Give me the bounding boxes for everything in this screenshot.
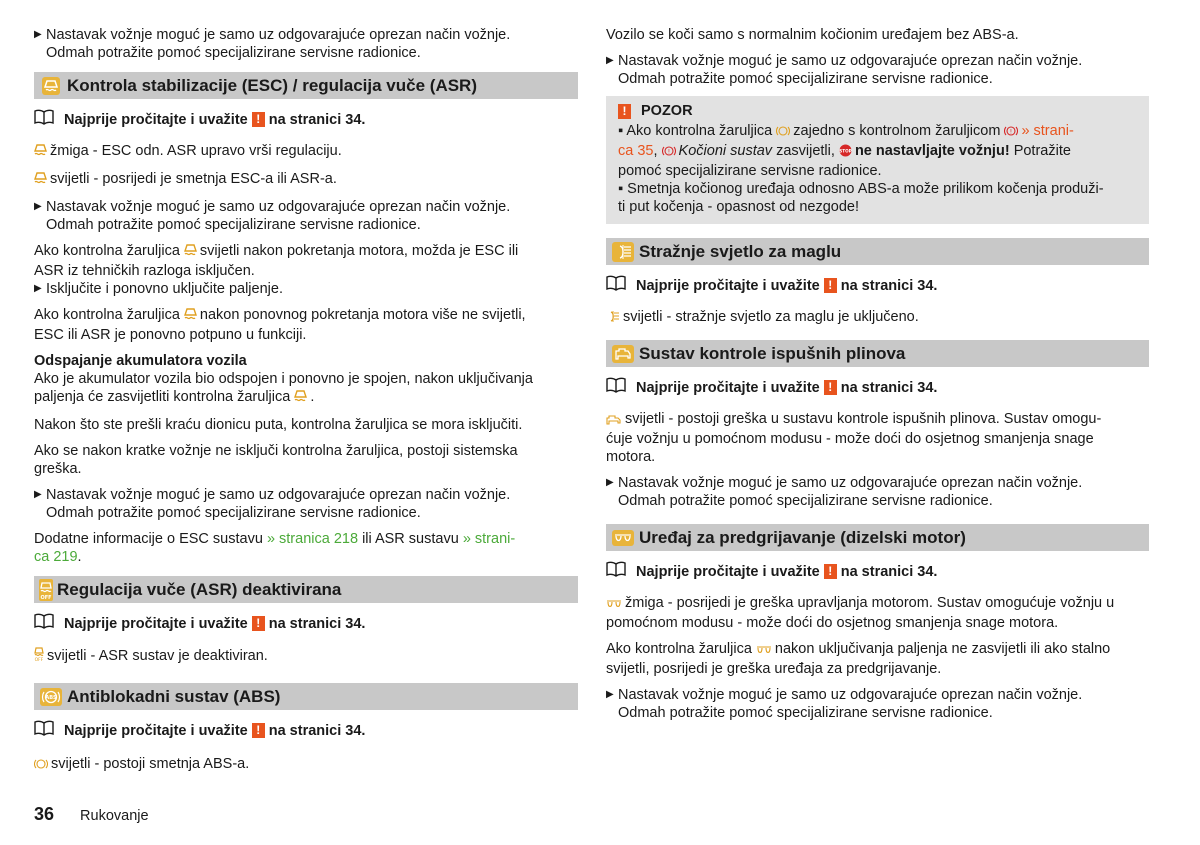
battery-subheading: Odspajanje akumulatora vozila — [34, 353, 247, 369]
bullet-triangle-icon: ▶ — [34, 201, 42, 212]
section-title: Stražnje svjetlo za maglu — [639, 241, 842, 261]
rear-fog-light-icon — [606, 310, 620, 328]
warning-exclamation-icon: ! — [824, 380, 837, 395]
page-link-219[interactable]: » strani- — [462, 531, 516, 547]
left-column — [34, 26, 578, 783]
svg-text:!: ! — [667, 148, 670, 156]
bullet-continue-driving: ▶ Nastavak vožnje moguć je samo uz odgovarajuće oprezan način vožnje. Odmah potražite pomoć specijalizirane servisne radionice. — [606, 53, 1083, 87]
read-first-note: Najprije pročitajte i uvažite ! na stranici 34. — [34, 613, 578, 634]
bullet-ignition: ▶ Isključite i ponovno uključite paljenje. — [34, 281, 283, 297]
chapter-name: Rukovanje — [80, 808, 149, 824]
battery-disconnect-block: Odspajanje akumulatora vozila Ako je akumulator vozila bio odspojen i ponovno je spojen, nakon uključivanja paljenja će zasvijetliti kontrolna žaruljica . — [34, 352, 578, 408]
bullet-triangle-icon: ▶ — [606, 689, 614, 700]
warning-exclamation-icon: ! — [252, 723, 265, 738]
book-icon — [34, 613, 54, 634]
warning-exclamation-icon: ! — [618, 104, 631, 119]
warning-exclamation-icon: ! — [252, 112, 265, 127]
short-drive-text: Nakon što ste prešli kraću dionicu puta, kontrolna žaruljica se mora isključiti. — [34, 417, 523, 433]
section-header-asr — [34, 576, 578, 603]
asr-off-light-icon — [34, 646, 44, 667]
page-link-35-cont[interactable]: ca 35 — [618, 143, 654, 159]
esc-warning-light-icon — [34, 171, 47, 190]
page-footer — [34, 805, 149, 825]
abs-warning-light-icon — [776, 124, 790, 142]
svg-text:ABS: ABS — [45, 694, 57, 701]
svg-text:!: ! — [1010, 128, 1013, 136]
fog-lit-text: svijetli - stražnje svjetlo za maglu je uključeno. — [606, 308, 1149, 328]
esc-warning-light-icon — [184, 243, 197, 262]
section-header-abs — [34, 683, 578, 710]
bullet-continue-driving: ▶ Nastavak vožnje moguć je samo uz odgovarajuće oprezan način vožnje. Odmah potražite pomoć specijalizirane servisne radionice. — [34, 199, 511, 233]
glow-plug-light-icon — [756, 642, 772, 660]
book-icon — [34, 109, 54, 130]
warning-exclamation-icon: ! — [824, 278, 837, 293]
book-icon — [34, 720, 54, 741]
right-column — [606, 26, 1149, 730]
section-title: Regulacija vuče (ASR) deaktivirana — [57, 579, 342, 599]
abs-brake-text: Vozilo se koči samo s normalnim kočionim uređajem bez ABS-a. — [606, 27, 1019, 43]
brake-warning-light-icon — [662, 144, 676, 162]
section-header-esc — [34, 72, 578, 99]
warning-exclamation-icon: ! — [252, 616, 265, 631]
esc-warning-light-icon — [34, 143, 47, 162]
read-first-note: Najprije pročitajte i uvažite ! na stranici 34. — [606, 275, 1149, 296]
book-icon — [606, 275, 626, 296]
abs-warning-light-icon — [40, 686, 62, 708]
glow-plug-light-icon — [606, 596, 622, 614]
svg-text:STOP: STOP — [839, 148, 852, 154]
bullet-continue-driving: ▶ Nastavak vožnje moguć je samo uz odgovarajuće oprezan način vožnje. Odmah potražite pomoć specijalizirane servisne radionice. — [34, 487, 511, 521]
section-title: Uređaj za predgrijavanje (dizelski motor) — [639, 527, 966, 547]
section-header-emission — [606, 340, 1149, 367]
bullet-triangle-icon: ▶ — [34, 29, 42, 40]
page-link-35[interactable]: » strani- — [1021, 123, 1074, 139]
glow-lit-text: Ako kontrolna žaruljica nakon uključivanja paljenja ne zasvijetli ili ako stalno svijetli, posrijedi je greška uređaja za predgrijavanje. — [606, 641, 1111, 677]
bullet-triangle-icon: ▶ — [34, 283, 42, 294]
page-number: 36 — [34, 804, 55, 824]
glow-blink-text: žmiga - posrijedi je greška upravljanja motorom. Sustav omogućuje vožnju u pomoćnom modusu - može doći do osjetnog smanjenja snage motora. — [606, 595, 1115, 631]
svg-text:OFF: OFF — [40, 594, 52, 601]
engine-emission-light-icon — [606, 412, 622, 430]
engine-emission-light-icon — [612, 343, 634, 365]
section-title: Kontrola stabilizacije (ESC) / regulacija vuče (ASR) — [67, 75, 477, 95]
section-header-glow — [606, 524, 1149, 551]
page-link-219-cont[interactable]: ca 219 — [34, 549, 78, 565]
system-error-text: Ako se nakon kratke vožnje ne isključi kontrolna žaruljica, postoji sistemska greška. — [34, 443, 518, 477]
abs-warning-light-icon — [34, 757, 48, 775]
bullet-continue-driving: ▶ Nastavak vožnje moguć je samo uz odgovarajuće oprezan način vožnje. Odmah potražite pomoć specijalizirane servisne radionice. — [606, 687, 1083, 721]
asr-off-light-icon — [38, 579, 54, 601]
bullet-triangle-icon: ▶ — [606, 55, 614, 66]
emission-lit-text: svijetli - postoji greška u sustavu kontrole ispušnih plinova. Sustav omogu- ćuje vožnju u pomoćnom modusu - može doći do osjetnog smanjenja snage motora. — [606, 411, 1102, 465]
esc-blink-text: žmiga - ESC odn. ASR upravo vrši regulaciju. — [34, 142, 578, 162]
read-first-note: Najprije pročitajte i uvažite ! na stranici 34. — [34, 720, 578, 741]
section-title: Sustav kontrole ispušnih plinova — [639, 343, 906, 363]
esc-restart-text: Ako kontrolna žaruljica nakon ponovnog pokretanja motora više ne svijetli, ESC ili ASR je ponovno potpuno u funkciji. — [34, 307, 526, 343]
esc-off-after-start-text: Ako kontrolna žaruljica svijetli nakon pokretanja motora, možda je ESC ili ASR iz tehničkih razloga isključen. ▶ Isključite i ponovno uključite paljenje. — [34, 242, 578, 298]
read-first-note: Najprije pročitajte i uvažite ! na stranici 34. — [606, 561, 1149, 582]
asr-lit-text: OFF svijetli - ASR sustav je deaktiviran. — [34, 646, 578, 667]
bullet-triangle-icon: ▶ — [34, 489, 42, 500]
esc-warning-light-icon — [294, 389, 307, 408]
warning-exclamation-icon: ! — [824, 564, 837, 579]
section-title: Antiblokadni sustav (ABS) — [67, 686, 281, 706]
stop-icon — [839, 144, 852, 162]
book-icon — [606, 561, 626, 582]
bullet-continue-driving: ▶ Nastavak vožnje moguć je samo uz odgovarajuće oprezan način vožnje. Odmah potražite pomoć specijalizirane servisne radionice. — [34, 27, 511, 61]
bullet-triangle-icon: ▶ — [606, 477, 614, 488]
book-icon — [606, 377, 626, 398]
rear-fog-light-icon — [612, 241, 634, 263]
more-info-text: Dodatne informacije o ESC sustavu » stranica 218 ili ASR sustavu » strani- ca 219. — [34, 531, 516, 565]
svg-text:OFF: OFF — [34, 658, 44, 662]
esc-warning-light-icon — [184, 307, 197, 326]
caution-box: ! POZOR ▪ Ako kontrolna žaruljica zajedno s kontrolnom žaruljicom ! » strani- ca 35, ! Kočioni sustav zasvijetli, STOP ne nastavljajte vožnju! Potražite pomoć specijalizirane servisne radionice. ▪ Smetnja kočionog uređaja odnosno ABS-a može prilikom kočenja produži- ti put kočenja - opasnost od nezgode! — [606, 96, 1149, 224]
brake-warning-light-icon — [1004, 124, 1018, 142]
page-link-218[interactable]: » stranica 218 — [266, 531, 359, 547]
esc-lit-text: svijetli - posrijedi je smetnja ESC-a ili ASR-a. — [34, 170, 578, 190]
bullet-continue-driving: ▶ Nastavak vožnje moguć je samo uz odgovarajuće oprezan način vožnje. Odmah potražite pomoć specijalizirane servisne radionice. — [606, 475, 1083, 509]
esc-warning-light-icon — [40, 75, 62, 97]
glow-plug-light-icon — [612, 527, 634, 549]
abs-lit-text: svijetli - postoji smetnja ABS-a. — [34, 755, 578, 775]
section-header-fog — [606, 238, 1149, 265]
caution-title: ! POZOR — [618, 102, 1137, 120]
read-first-note: Najprije pročitajte i uvažite ! na stranici 34. — [34, 109, 578, 130]
read-first-note: Najprije pročitajte i uvažite ! na stranici 34. — [606, 377, 1149, 398]
